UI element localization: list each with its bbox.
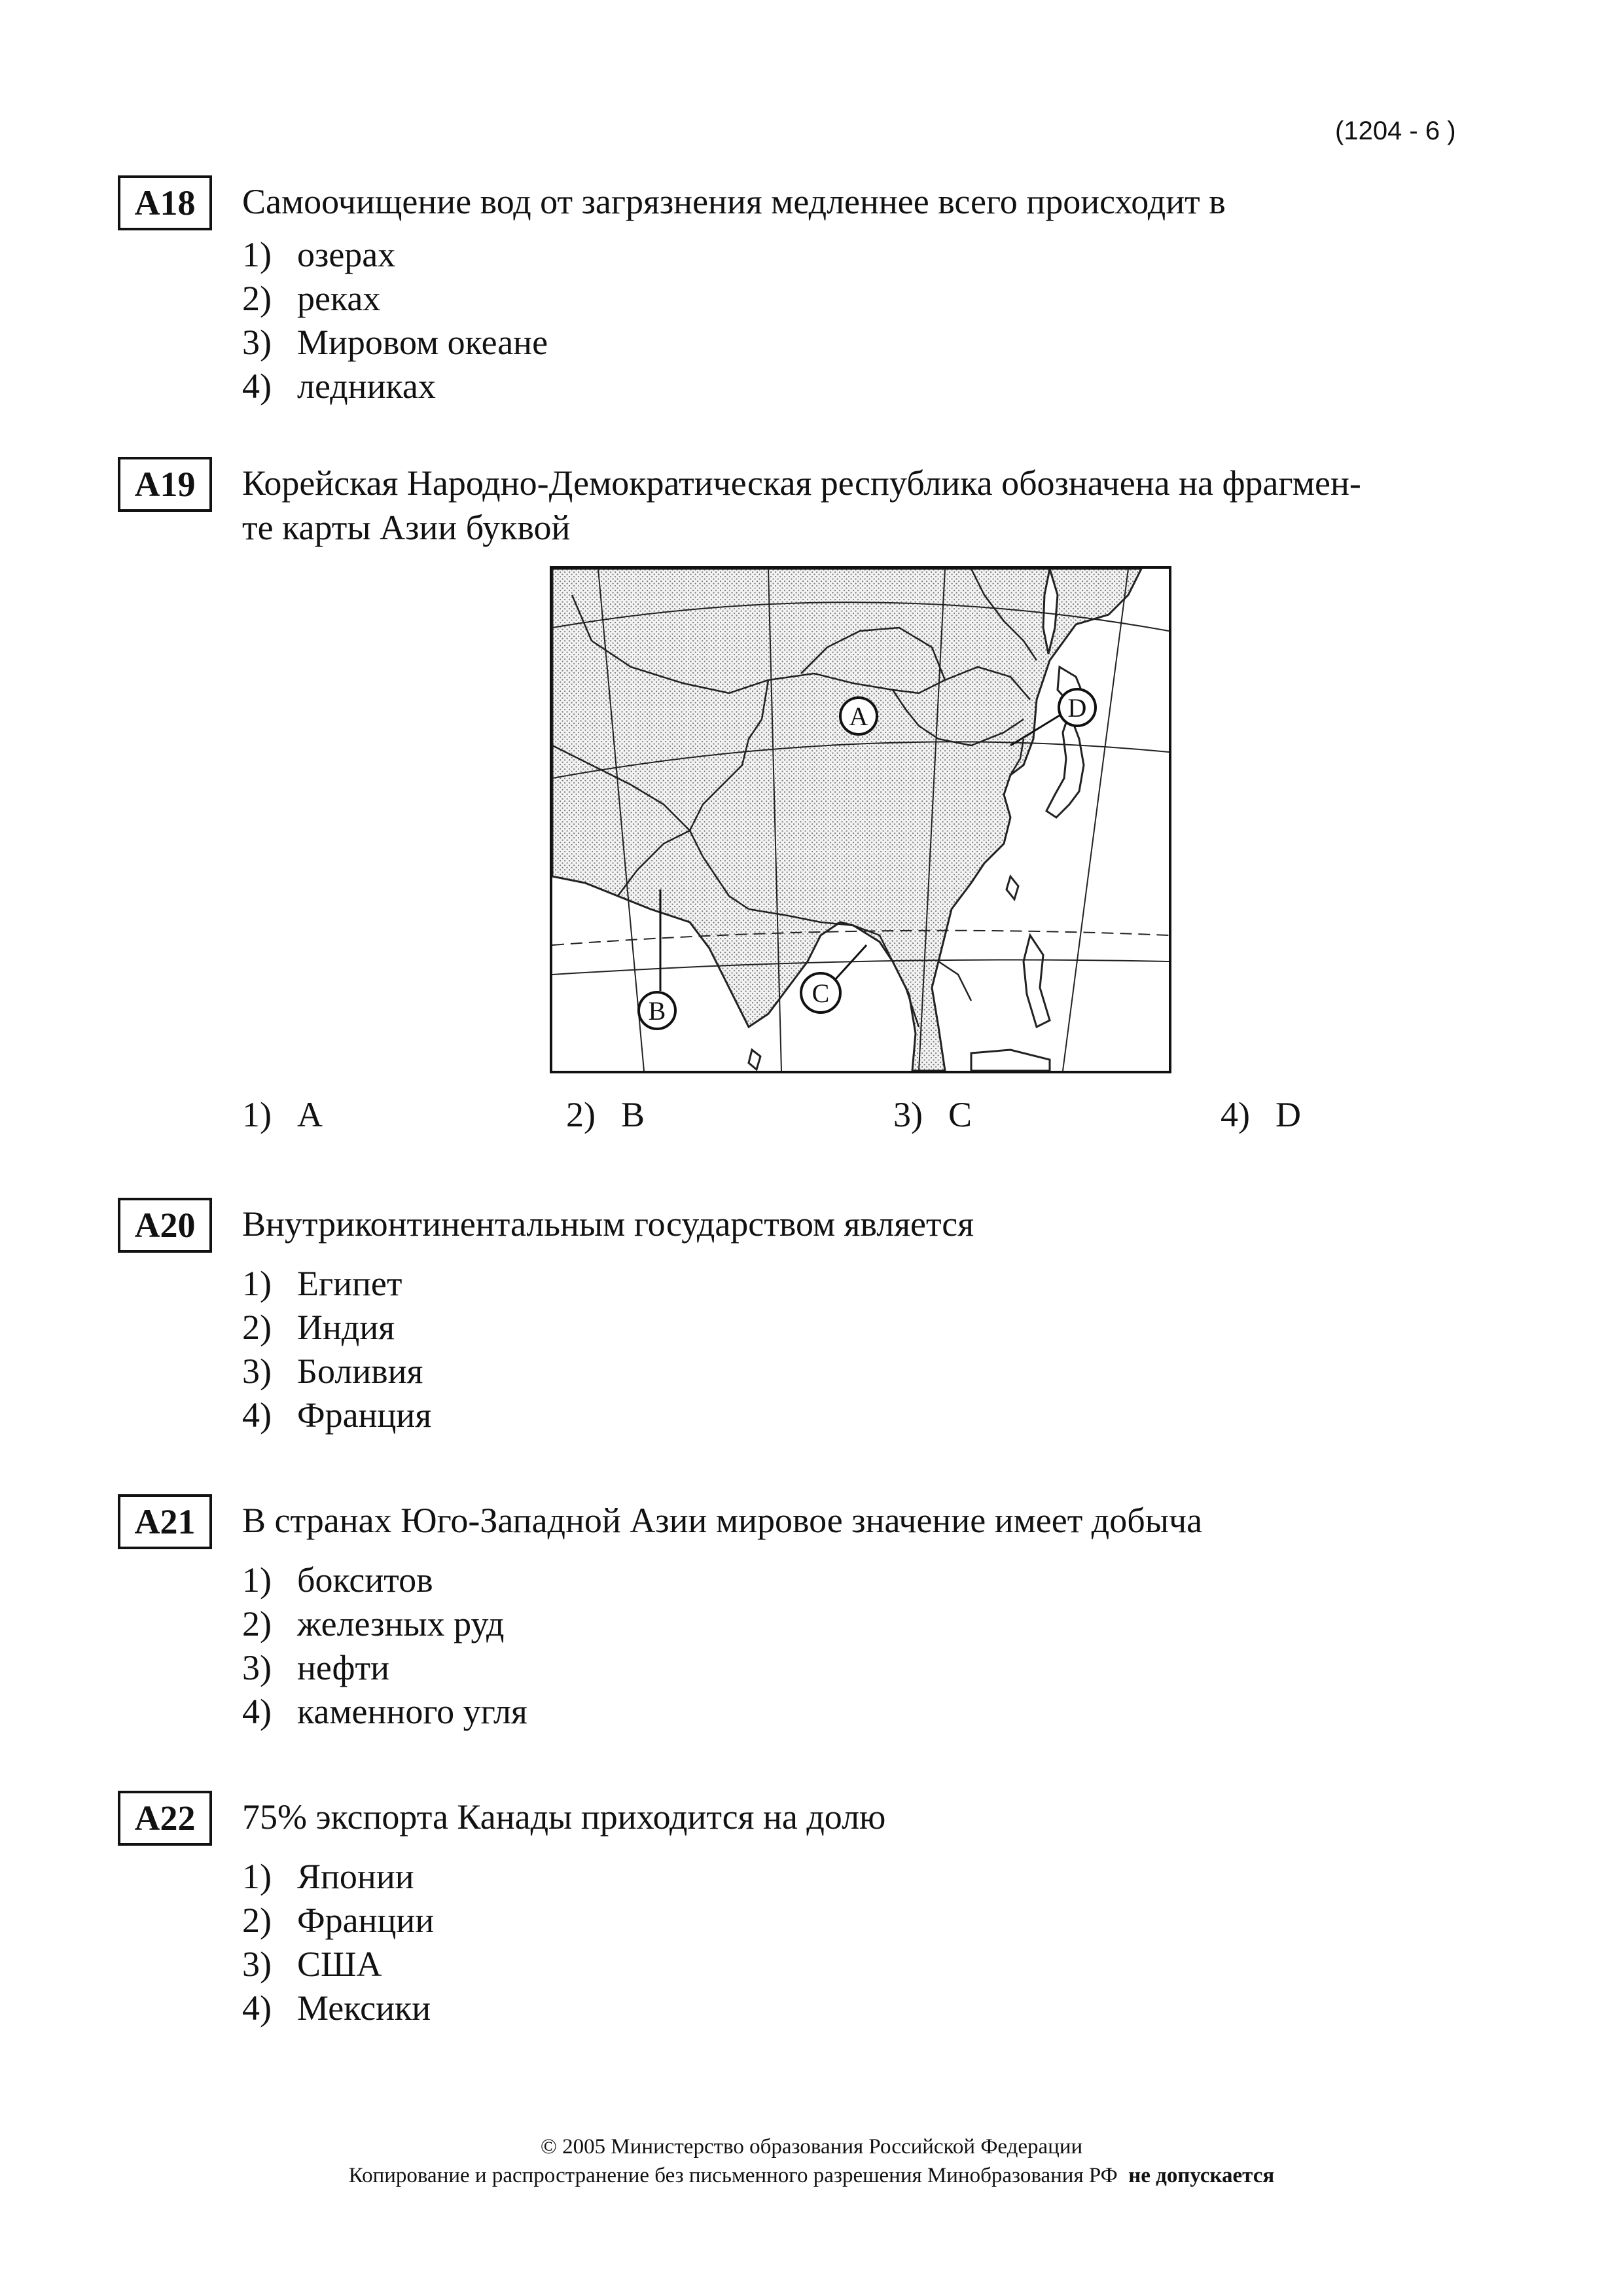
option-number: 2): [242, 1901, 272, 1940]
sri-lanka-island: [749, 1050, 760, 1069]
option-number: 2): [566, 1095, 596, 1134]
answer-option[interactable]: [242, 1986, 434, 2030]
option-text: Египет: [297, 1264, 402, 1303]
answer-option[interactable]: [242, 1558, 527, 1602]
answer-option[interactable]: [242, 321, 548, 365]
answer-option[interactable]: [242, 1943, 434, 1986]
option-number: 3): [242, 323, 272, 362]
question-line-2: те карты Азии буквой: [242, 508, 571, 547]
map-label-b: [639, 992, 675, 1029]
task-number: A22: [118, 1791, 212, 1846]
answer-option[interactable]: [242, 1602, 527, 1646]
task-number: A19: [118, 457, 212, 512]
map-label-c: [801, 973, 840, 1013]
option-number: 4): [242, 1395, 272, 1435]
answer-option[interactable]: [893, 1094, 972, 1135]
option-text: США: [297, 1945, 382, 1984]
answer-option[interactable]: [242, 1855, 434, 1899]
option-text: нефти: [297, 1648, 390, 1687]
answer-option[interactable]: [242, 1350, 431, 1393]
answer-options: [242, 1558, 527, 1734]
answer-options: [242, 1855, 434, 2030]
option-text: A: [297, 1095, 323, 1134]
japan-island: [1046, 713, 1084, 817]
answer-options: [242, 1094, 1387, 1140]
option-text: D: [1275, 1095, 1301, 1134]
footer-copyright: © 2005 Министерство образования Российской Федерации: [540, 2135, 1083, 2159]
answer-options: [242, 233, 548, 408]
option-text: Франции: [297, 1901, 435, 1940]
option-number: 1): [242, 1095, 272, 1134]
option-text: Мировом океане: [297, 323, 548, 362]
option-number: 4): [242, 367, 272, 406]
answer-option[interactable]: [242, 1393, 431, 1437]
answer-option[interactable]: [242, 1899, 434, 1943]
option-text: Индия: [297, 1308, 395, 1347]
map-label-b-text: B: [648, 996, 666, 1026]
option-number: 2): [242, 1308, 272, 1347]
answer-option[interactable]: [242, 1094, 323, 1135]
answer-option[interactable]: [242, 1690, 527, 1734]
option-number: 2): [242, 1604, 272, 1643]
indochina-sea-islands: [971, 1050, 1050, 1071]
answer-option[interactable]: [242, 1306, 431, 1350]
asia-map: [550, 566, 1171, 1073]
land-mass: [552, 569, 1141, 1071]
map-label-a-text: A: [849, 702, 868, 731]
option-number: 1): [242, 1560, 272, 1600]
option-number: 4): [242, 1988, 272, 2028]
answer-option[interactable]: [242, 1646, 527, 1690]
task-question: 75% экспорта Канады приходится на долю: [242, 1797, 886, 1837]
question-line-1: Корейская Народно-Демократическая республика обозначена на фрагмен-: [242, 463, 1361, 503]
option-text: Боливия: [297, 1352, 423, 1391]
task-question: [242, 461, 1472, 550]
taiwan-island: [1007, 876, 1018, 899]
option-text: B: [621, 1095, 645, 1134]
option-text: каменного угля: [297, 1692, 527, 1731]
footer-notice-bold: не допускается: [1128, 2164, 1275, 2187]
option-number: 2): [242, 279, 272, 318]
option-number: 1): [242, 1264, 272, 1303]
answer-option[interactable]: [1221, 1094, 1301, 1135]
task-number: A21: [118, 1494, 212, 1549]
answer-option[interactable]: [242, 233, 548, 277]
option-text: C: [948, 1095, 972, 1134]
option-text: Японии: [297, 1857, 414, 1896]
task-number: A18: [118, 175, 212, 230]
map-label-c-text: C: [812, 978, 830, 1008]
answer-option[interactable]: [242, 277, 548, 321]
footer-notice-text: Копирование и распространение без письменного разрешения Минобразования РФ: [348, 2164, 1118, 2187]
option-text: реках: [297, 279, 381, 318]
answer-option[interactable]: [566, 1094, 645, 1135]
philippines-islands: [1024, 935, 1050, 1027]
option-text: Франция: [297, 1395, 432, 1435]
option-number: 1): [242, 1857, 272, 1896]
pointer-c: [834, 945, 866, 981]
answer-options: [242, 1262, 431, 1437]
task-number: A20: [118, 1198, 212, 1253]
page-code: (1204 - 6 ): [1335, 117, 1456, 145]
option-text: железных руд: [297, 1604, 505, 1643]
map-label-d-text: D: [1067, 693, 1087, 723]
answer-option[interactable]: [242, 1262, 431, 1306]
task-question: Внутриконтинентальным государством является: [242, 1204, 974, 1244]
option-text: Мексики: [297, 1988, 431, 2028]
option-text: бокситов: [297, 1560, 433, 1600]
option-number: 3): [242, 1945, 272, 1984]
task-question: В странах Юго-Западной Азии мировое значение имеет добыча: [242, 1501, 1203, 1540]
option-text: ледниках: [297, 367, 436, 406]
option-text: озерах: [297, 235, 396, 274]
map-label-d: [1059, 689, 1096, 726]
footer-notice: [0, 2164, 1623, 2188]
option-number: 1): [242, 235, 272, 274]
option-number: 4): [1221, 1095, 1250, 1134]
map-label-a: [840, 698, 877, 734]
answer-option[interactable]: [242, 365, 548, 408]
option-number: 3): [242, 1648, 272, 1687]
option-number: 3): [242, 1352, 272, 1391]
task-question: Самоочищение вод от загрязнения медленнее всего происходит в: [242, 182, 1226, 221]
option-number: 4): [242, 1692, 272, 1731]
option-number: 3): [893, 1095, 923, 1134]
